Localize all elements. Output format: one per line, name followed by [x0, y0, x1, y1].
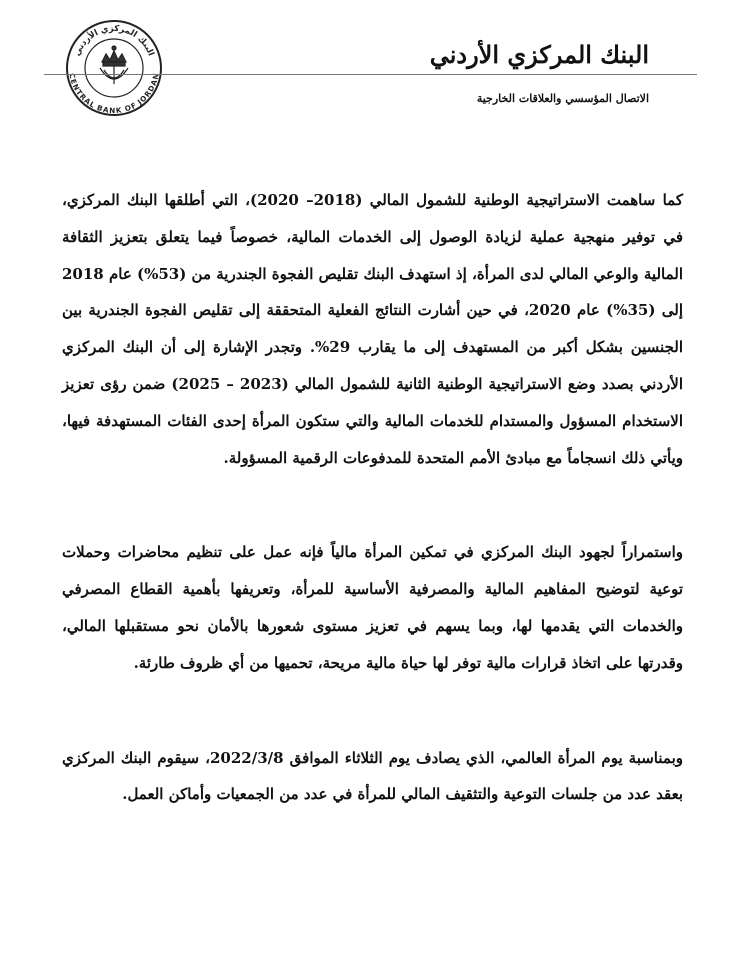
seal-english-text: CENTRAL BANK OF JORDAN — [67, 72, 161, 116]
bank-name-heading: البنك المركزي الأردني — [429, 40, 649, 69]
paragraph-women-empowerment-efforts: واستمراراً لجهود البنك المركزي في تمكين المرأة مالياً فإنه عمل على تنظيم محاضرات وحملات توعية لتوضيح المفاهيم المالية والمصرفية الأساسية للمرأة، وتعريفها بأهمية القطاع المصرفي والخدمات التي يقدمها لها، وبما يسهم في تعزيز مستوى شعورها بالأمان نحو مستقبلها المالي، وقدرتها على اتخاذ قرارات مالية توفر لها حياة مالية مريحة، تحميها من أي ظروف طارئة. — [62, 543, 683, 672]
department-name: الاتصال المؤسسي والعلاقات الخارجية — [476, 92, 649, 105]
paragraph-womens-day-sessions: وبمناسبة يوم المرأة العالمي، الذي يصادف يوم الثلاثاء الموافق 2022/3/8، سيقوم البنك المركزي بعقد عدد من جلسات التوعية والتثقيف المالي للمرأة في عدد من الجمعيات وأماكن العمل. — [62, 748, 683, 804]
seal-arabic-text: البنك المركزي الأردني — [72, 23, 156, 58]
paragraph-financial-inclusion-strategy: كما ساهمت الاستراتيجية الوطنية للشمول المالي (2018– 2020)، التي أطلقها البنك المركزي، في توفير منهجية عملية لزيادة الوصول إلى الخدمات المالية، خصوصاً فيما يتعلق بتعزيز الثقافة المالية والوعي المالي لدى المرأة، إذ استهدف البنك تقليص الفجوة الجندرية من (53%) عام 2018 إلى (35%) عام 2020، في حين أشارت النتائج الفعلية المتحققة إلى تقليص الفجوة الجندرية بين الجنسين بشكل أكبر من المستهدف إلى ما يقارب 29%. وتجدر الإشارة إلى أن البنك المركزي الأردني بصدد وضع الاستراتيجية الوطنية الثانية للشمول المالي (2023 – 2025) ضمن رؤى تعزيز الاستخدام المسؤول والمستدام للخدمات المالية والتي ستكون المرأة إحدى الفئات المستهدفة فيها، ويأتي ذلك انسجاماً مع مبادئ الأمم المتحدة للمدفوعات الرقمية المسؤولة. — [62, 191, 683, 467]
central-bank-seal-icon — [64, 18, 164, 118]
document-body — [62, 182, 683, 813]
header-divider — [44, 74, 697, 75]
